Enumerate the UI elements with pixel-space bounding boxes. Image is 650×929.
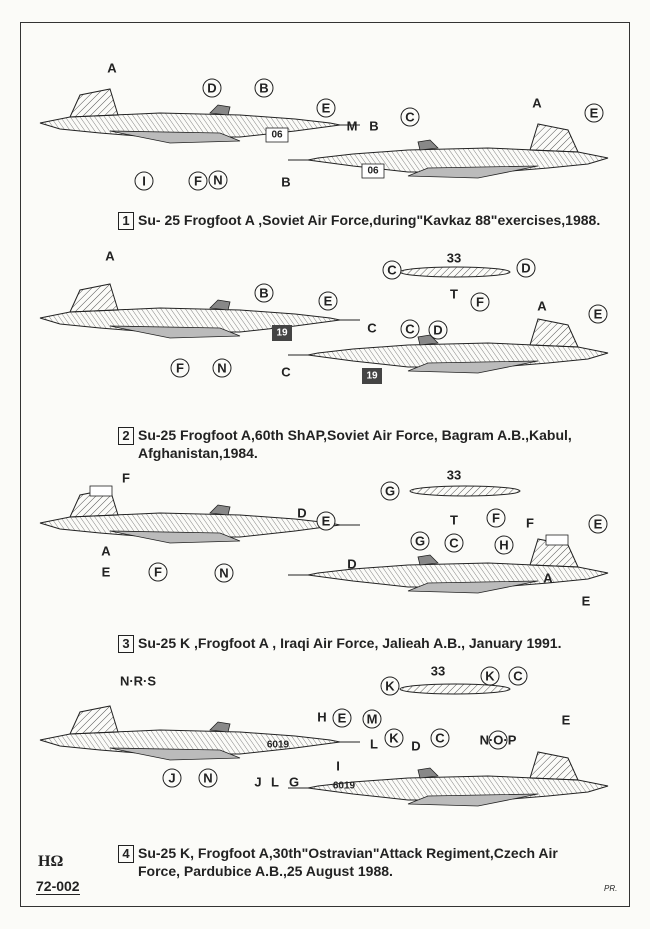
callout-t	[450, 513, 458, 528]
callout-label: F	[176, 360, 184, 376]
profile-3-caption-text: Su-25 K ,Frogfoot A , Iraqi Air Force, Jalieah A.B., January 1991.	[138, 635, 562, 651]
callout-i	[135, 172, 153, 190]
callout-label: M	[366, 711, 378, 727]
callout-label: K	[385, 678, 395, 694]
callout-label: A	[543, 570, 553, 586]
callout-label: I	[336, 758, 340, 774]
callout-c	[401, 108, 419, 126]
callout-n	[215, 564, 233, 582]
callout-label: H	[317, 709, 327, 725]
callout-label: C	[387, 262, 397, 278]
profile-4-marking-6019b: 6019	[332, 780, 356, 792]
profile-2-marking-19b: 19	[366, 370, 378, 382]
callout-label: L	[370, 736, 378, 752]
callout-e	[317, 99, 335, 117]
callout-label: B	[259, 80, 269, 96]
profile-4-left-view	[40, 706, 360, 760]
callout-b	[281, 175, 290, 190]
callout-e	[319, 292, 337, 310]
kit-code: 72-002	[36, 878, 80, 894]
callout-label: N	[217, 360, 227, 376]
callout-label: E	[337, 710, 347, 726]
callout-e	[333, 709, 351, 727]
callout-f	[171, 359, 189, 377]
callout-label: I	[142, 173, 146, 189]
callout-label: N	[213, 172, 223, 188]
callout-a	[105, 249, 115, 264]
callout-d	[297, 506, 306, 521]
callout-m	[363, 710, 381, 728]
profile-2-caption-line2: Afghanistan,1984.	[138, 445, 258, 461]
profile-1-caption-text: Su- 25 Frogfoot A ,Soviet Air Force,during"Kavkaz 88"exercises,1988.	[138, 212, 601, 228]
callout-label: C	[405, 109, 415, 125]
callout-b	[255, 284, 273, 302]
callout-n	[213, 359, 231, 377]
callout-label: K	[389, 730, 399, 746]
callout-label: F	[154, 564, 162, 580]
callout-label: C	[405, 321, 415, 337]
callout-nop	[480, 731, 517, 749]
callout-label: A	[105, 248, 115, 264]
callout-a	[543, 571, 553, 586]
callout-d	[429, 321, 447, 339]
callout-n	[209, 171, 227, 189]
profile-number-box: 3	[118, 635, 134, 653]
callout-c	[383, 261, 401, 279]
profile-3-caption	[118, 635, 562, 653]
artist-signature: PR.	[604, 884, 618, 893]
callout-label: F	[122, 470, 130, 486]
profile-1-left-view	[40, 89, 360, 143]
callout-l	[370, 737, 378, 752]
profile-2-marking-19a: 19	[276, 327, 288, 339]
profile-3-left-view	[40, 489, 360, 543]
callout-j	[254, 775, 261, 790]
callout-label: D	[521, 260, 531, 276]
profile-2-left-view	[40, 284, 360, 338]
callout-label: B	[369, 118, 379, 134]
callout-label: J	[254, 774, 262, 790]
callout-f	[526, 516, 534, 531]
callout-group	[101, 61, 607, 790]
callout-f	[487, 509, 505, 527]
callout-label: E	[321, 100, 331, 116]
callout-f	[149, 563, 167, 581]
callout-label: A	[537, 298, 547, 314]
flag-icon	[90, 486, 112, 496]
callout-i	[336, 759, 340, 774]
callout-label: N·O·P	[479, 732, 517, 748]
callout-label: E	[323, 293, 333, 309]
callout-label: C	[435, 730, 445, 746]
callout-label: F	[492, 510, 500, 526]
callout-f	[189, 172, 207, 190]
callout-g	[381, 482, 399, 500]
callout-c	[509, 667, 527, 685]
callout-c	[401, 320, 419, 338]
callout-f	[122, 471, 130, 486]
callout-m	[347, 119, 358, 134]
profile-4-caption-line1: Su-25 K, Frogfoot A,30th"Ostravian"Attack Regiment,Czech Air	[138, 845, 558, 861]
callout-label: C	[367, 320, 377, 336]
callout-e	[562, 713, 571, 728]
callout-c	[445, 534, 463, 552]
callout-a	[101, 544, 111, 559]
callout-c	[281, 365, 291, 380]
callout-label: A	[107, 60, 117, 76]
profile-4-top-view	[400, 684, 510, 694]
profile-1-caption	[118, 212, 600, 230]
callout-g	[289, 775, 299, 790]
callout-nrs	[120, 674, 156, 689]
callout-label: D	[411, 738, 421, 754]
profile-4-caption-line2: Force, Pardubice A.B.,25 August 1988.	[138, 863, 393, 879]
profile-4-caption	[118, 845, 558, 880]
callout-label: F	[476, 294, 484, 310]
callout-label: N	[219, 565, 229, 581]
callout-label: B	[259, 285, 269, 301]
profile-2-right-view	[288, 319, 608, 373]
callout-c	[367, 321, 377, 336]
callout-label: E	[321, 513, 331, 529]
profile-number-box: 1	[118, 212, 134, 230]
callout-g	[411, 532, 429, 550]
callout-d	[517, 259, 535, 277]
profile-4-marking-33: 33	[430, 663, 446, 679]
profile-3-top-view	[410, 486, 520, 496]
callout-a	[537, 299, 547, 314]
callout-label: F	[194, 173, 202, 189]
callout-label: K	[485, 668, 495, 684]
profile-1-marking-2: 06	[367, 165, 379, 177]
callout-label: G	[288, 774, 300, 790]
profile-3-marking-33: 33	[446, 467, 462, 483]
callout-label: H	[499, 537, 509, 553]
callout-b	[255, 79, 273, 97]
callout-d	[411, 739, 420, 754]
callout-label: T	[450, 512, 458, 528]
callout-label: L	[271, 774, 279, 790]
callout-e	[585, 104, 603, 122]
profile-1-marking-1: 06	[271, 129, 283, 141]
callout-t	[450, 287, 458, 302]
callout-label: D	[297, 505, 307, 521]
flag-icon	[546, 535, 568, 545]
callout-k	[385, 729, 403, 747]
publisher-logo: HΩ	[38, 853, 64, 870]
callout-label: C	[281, 364, 291, 380]
callout-label: G	[384, 483, 396, 499]
callout-label: M	[346, 118, 358, 134]
callout-e	[589, 515, 607, 533]
profile-2-marking-33: 33	[446, 250, 462, 266]
callout-label: E	[101, 564, 111, 580]
callout-e	[589, 305, 607, 323]
callout-label: D	[433, 322, 443, 338]
profile-2-caption	[118, 427, 572, 462]
callout-label: A	[532, 95, 542, 111]
callout-a	[107, 61, 117, 76]
callout-e	[102, 565, 111, 580]
callout-d	[203, 79, 221, 97]
callout-label: G	[414, 533, 426, 549]
profile-number-box: 2	[118, 427, 134, 445]
callout-label: B	[281, 174, 291, 190]
callout-label: C	[513, 668, 523, 684]
profile-1-right-view	[288, 124, 608, 178]
callout-j	[163, 769, 181, 787]
callout-label: E	[593, 516, 603, 532]
profile-4-marking-6019a: 6019	[266, 739, 290, 751]
callout-f	[471, 293, 489, 311]
callout-h	[495, 536, 513, 554]
callout-label: F	[526, 515, 534, 531]
callout-label: J	[168, 770, 176, 786]
callout-label: D	[347, 556, 357, 572]
callout-label: A	[101, 543, 111, 559]
profile-2-top-view	[400, 267, 510, 277]
callout-k	[381, 677, 399, 695]
callout-l	[271, 775, 279, 790]
profile-2-caption-line1: Su-25 Frogfoot A,60th ShAP,Soviet Air Force, Bagram A.B.,Kabul,	[138, 427, 572, 443]
callout-label: T	[450, 286, 458, 302]
callout-label: E	[561, 712, 571, 728]
callout-k	[481, 667, 499, 685]
callout-label: E	[593, 306, 603, 322]
callout-label: E	[589, 105, 599, 121]
callout-e	[582, 594, 591, 609]
profile-number-box: 4	[118, 845, 134, 863]
callout-h	[317, 710, 326, 725]
callout-e	[317, 512, 335, 530]
callout-c	[431, 729, 449, 747]
callout-label: N·R·S	[119, 673, 157, 689]
callout-n	[199, 769, 217, 787]
callout-label: D	[207, 80, 217, 96]
callout-label: C	[449, 535, 459, 551]
callout-b	[369, 119, 378, 134]
callout-label: N	[203, 770, 213, 786]
callout-label: E	[581, 593, 591, 609]
callout-a	[532, 96, 542, 111]
callout-d	[347, 557, 356, 572]
